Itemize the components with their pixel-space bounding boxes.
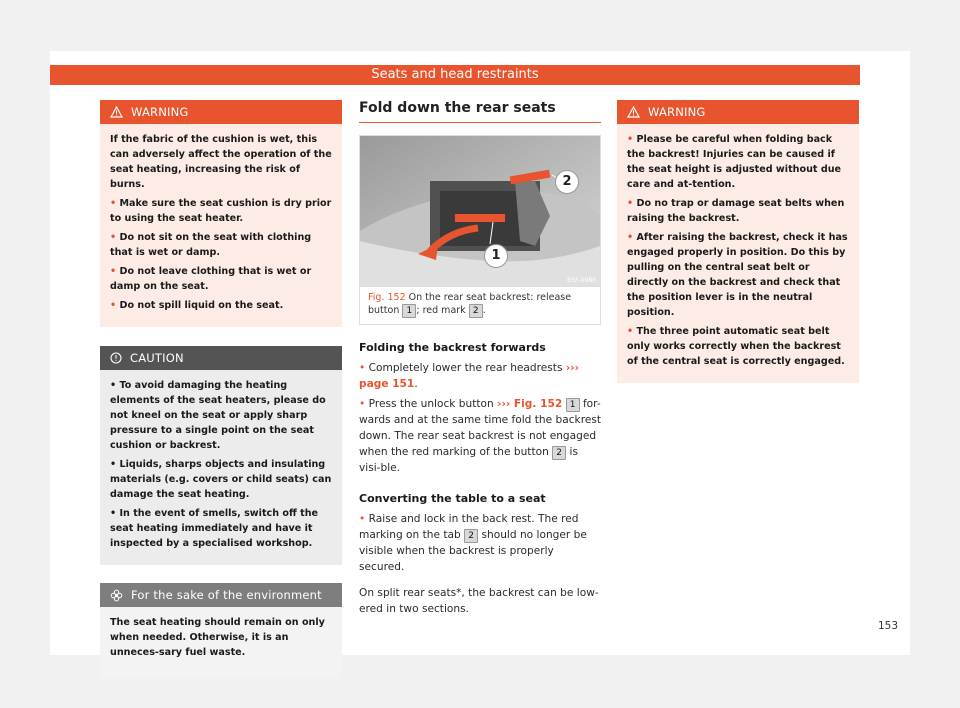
callout-badge: 2 — [464, 529, 478, 543]
note-paragraph: On split rear seats*, the backrest can be low-ered in two sections. — [359, 587, 599, 615]
figure-reference-link[interactable]: ››› Fig. 152 — [497, 398, 563, 410]
bullet-icon: • — [110, 459, 120, 470]
subheading-convert: Converting the table to a seat — [359, 492, 546, 505]
warning-item: • Do no trap or damage seat belts when raising the backrest. — [627, 198, 845, 224]
environment-body — [100, 607, 342, 678]
bullet-icon: • — [110, 266, 120, 277]
step-paragraph: • Raise and lock in the back rest. The red marking on the tab 2 should no longer be visible when the backrest is properly secured. — [359, 513, 587, 573]
environment-header — [100, 583, 342, 607]
step-paragraph: • Completely lower the rear headrests ››› page 151. — [359, 362, 579, 390]
caution-item: • In the event of smells, switch off the seat heating immediately and have it inspected by a specialised workshop. — [110, 508, 319, 549]
warning-intro: If the fabric of the cushion is wet, this can adversely affect the operation of the seat heating, increasing the risk of burns. — [110, 134, 332, 190]
rear-seat-illustration — [360, 136, 600, 286]
bullet-icon: • — [627, 326, 637, 337]
warning-title: WARNING — [648, 105, 706, 119]
warning-item: • Do not leave clothing that is wet or damp on the seat. — [110, 266, 312, 292]
environment-box — [100, 583, 342, 678]
page-number: 153 — [878, 620, 899, 632]
caution-icon — [110, 352, 122, 364]
environment-title: For the sake of the environment — [131, 588, 322, 602]
middle-column — [359, 100, 601, 621]
warning-header — [617, 100, 859, 124]
warning-header — [100, 100, 342, 124]
callout-badge: 1 — [566, 398, 580, 412]
figure-label-1: 1 — [484, 244, 508, 268]
callout-badge: 2 — [552, 446, 566, 460]
caution-item: • To avoid damaging the heating elements of the seat heaters, please do not kneel on the seat or apply sharp pressure to a single point on the seat cushion or backrest. — [110, 380, 326, 451]
warning-title: WARNING — [131, 105, 189, 119]
bullet-icon: • — [627, 134, 637, 145]
subheading-fold: Folding the backrest forwards — [359, 341, 546, 354]
warning-icon — [627, 106, 640, 118]
caption-fig-ref: Fig. 152 — [368, 292, 406, 303]
warning-icon — [110, 106, 123, 118]
page-header: Seats and head restraints — [50, 65, 860, 85]
bullet-icon: • — [110, 508, 120, 519]
flower-icon — [110, 589, 123, 602]
bullet-icon: • — [110, 232, 120, 243]
warning-box-right — [617, 100, 859, 383]
warning-item: • Do not spill liquid on the seat. — [110, 300, 284, 311]
caution-box — [100, 346, 342, 565]
environment-text: The seat heating should remain on only when needed. Otherwise, it is an unneces-sary fuel waste. — [110, 617, 325, 658]
warning-body — [100, 124, 342, 327]
figure-label-2: 2 — [555, 170, 579, 194]
page-reference-link[interactable]: ››› page 151 — [359, 362, 579, 390]
bullet-icon: • — [359, 513, 369, 525]
bullet-icon: • — [627, 198, 637, 209]
figure-152 — [359, 135, 601, 287]
bullet-icon: • — [359, 398, 369, 410]
warning-item: • Do not sit on the seat with clothing that is wet or damp. — [110, 232, 312, 258]
warning-item: • After raising the backrest, check it has engaged properly in position. Do this by pulling on the central seat belt or directly on the backrest and check that the position lever is in the neutral position. — [627, 232, 848, 318]
section-title: Fold down the rear seats — [359, 100, 601, 123]
step-paragraph: • Press the unlock button ››› Fig. 152 1 for-wards and at the same time fold the backrest down. The rear seat backrest is not engaged when the red marking of the button 2 is visi-ble. — [359, 398, 602, 474]
right-column — [617, 100, 859, 383]
figure-code: B5F-0986 — [567, 277, 596, 284]
caution-title: CAUTION — [130, 351, 184, 365]
bullet-icon: • — [359, 362, 369, 374]
figure-caption: Fig. 152 On the rear seat backrest: release button 1 ; red mark 2 . — [359, 287, 601, 325]
bullet-icon: • — [110, 198, 120, 209]
bullet-icon: • — [627, 232, 637, 243]
caution-header — [100, 346, 342, 370]
callout-badge: 2 — [469, 304, 483, 318]
warning-item: • Make sure the seat cushion is dry prior to using the seat heater. — [110, 198, 332, 224]
left-column — [100, 100, 342, 678]
warning-body — [617, 124, 859, 383]
bullet-icon: • — [110, 300, 120, 311]
callout-badge: 1 — [402, 304, 416, 318]
warning-box-left — [100, 100, 342, 327]
caution-item: • Liquids, sharps objects and insulating materials (e.g. covers or child seats) can damage the seat heating. — [110, 459, 332, 500]
warning-item: • Please be careful when folding back the backrest! Injuries can be caused if the seat height is adjusted without due care and at-tention. — [627, 134, 842, 190]
warning-item: • The three point automatic seat belt only works correctly when the backrest of the central seat is correctly engaged. — [627, 326, 845, 367]
bullet-icon: • — [110, 380, 120, 391]
caution-body — [100, 370, 342, 565]
